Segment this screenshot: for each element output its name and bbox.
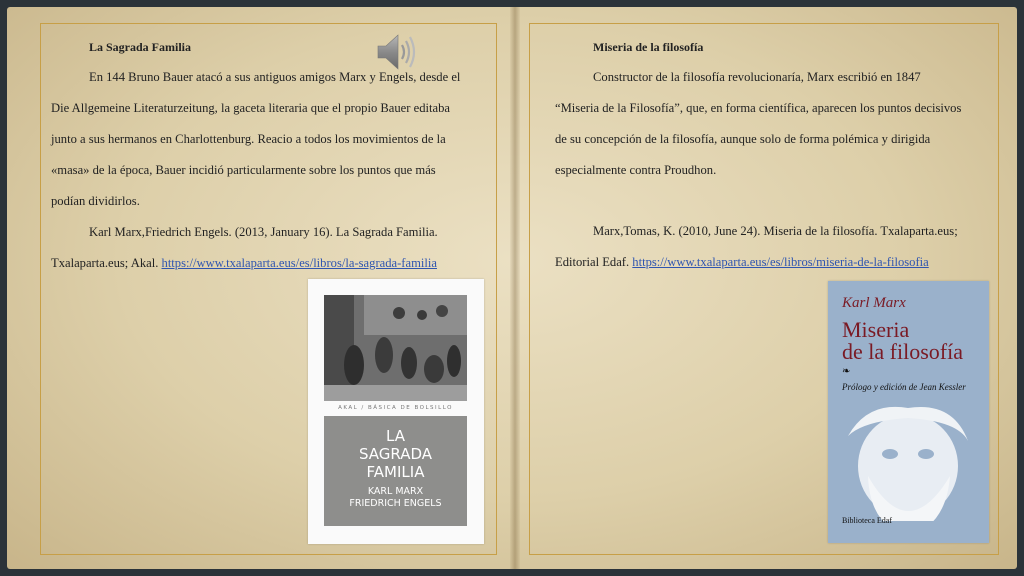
cover-prologue: Prólogo y edición de Jean Kessler <box>842 382 966 392</box>
left-paragraph-line: Die Allgemeine Literaturzeitung, la gaceta literaria que el propio Bauer editaba <box>51 101 450 115</box>
book-cover-miseria-de-la-filosofia <box>828 281 989 543</box>
left-paragraph-line: podían dividirlos. <box>51 194 140 208</box>
book-cover-la-sagrada-familia <box>308 279 484 544</box>
left-citation-line <box>51 256 437 270</box>
right-paragraph-line: de su concepción de la filosofía, aunque solo de forma polémica y dirigida <box>555 132 931 146</box>
cover-title-line: LA <box>386 427 405 445</box>
right-paragraph-line: especialmente contra Proudhon. <box>555 163 717 177</box>
right-citation-source: Editorial Edaf. <box>555 255 633 269</box>
book-spine <box>510 7 520 569</box>
left-paragraph-line: «masa» de la época, Bauer incidió particularmente sobre los puntos que más <box>51 163 436 177</box>
cover-photo <box>324 295 467 401</box>
left-page-title: La Sagrada Familia <box>89 40 192 54</box>
right-citation-line <box>555 255 929 269</box>
left-citation-source: Txalaparta.eus; Akal. <box>51 256 162 270</box>
right-paragraph-line: Constructor de la filosofía revolucionaría, Marx escribió en 1847 <box>593 70 921 84</box>
cover-author-line: KARL MARX <box>367 486 424 497</box>
cover-title-line: SAGRADA <box>358 445 433 463</box>
cover-title-line: Miseria <box>842 317 910 342</box>
right-citation-line: Marx,Tomas, K. (2010, June 24). Miseria de la filosofía. Txalaparta.eus; <box>593 224 958 238</box>
left-paragraph-line: En 144 Bruno Bauer atacó a sus antiguos amigos Marx y Engels, desde el <box>89 70 461 84</box>
cover-title <box>324 427 467 481</box>
left-paragraph-line: junto a sus hermanos en Charlottenburg. Reacio a todos los movimientos de la <box>51 132 446 146</box>
cover-title <box>842 319 963 363</box>
cover-authors <box>324 486 467 510</box>
right-page-title: Miseria de la filosofía <box>593 40 704 54</box>
cover-author: Karl Marx <box>842 295 906 311</box>
ornament-icon: ❧ <box>842 366 851 377</box>
right-paragraph-line: “Miseria de la Filosofía”, que, en forma científica, aparecen los puntos decisivos <box>555 101 962 115</box>
cover-publisher: Biblioteca Edaf <box>842 516 892 525</box>
cover-title-line: FAMILIA <box>366 463 425 481</box>
cover-title-box <box>324 416 467 526</box>
speaker-icon[interactable] <box>376 32 418 72</box>
cover-title-line: de la filosofía <box>842 339 963 364</box>
cover-author-line: FRIEDRICH ENGELS <box>349 498 442 509</box>
cover-publisher-bar: AKAL / BÁSICA DE BOLSILLO <box>338 405 453 411</box>
left-citation-line: Karl Marx,Friedrich Engels. (2013, January 16). La Sagrada Familia. <box>89 225 438 239</box>
left-citation-link[interactable]: https://www.txalaparta.eus/es/libros/la-sagrada-familia <box>161 256 437 270</box>
right-citation-link[interactable]: https://www.txalaparta.eus/es/libros/miseria-de-la-filosofia <box>632 255 929 269</box>
